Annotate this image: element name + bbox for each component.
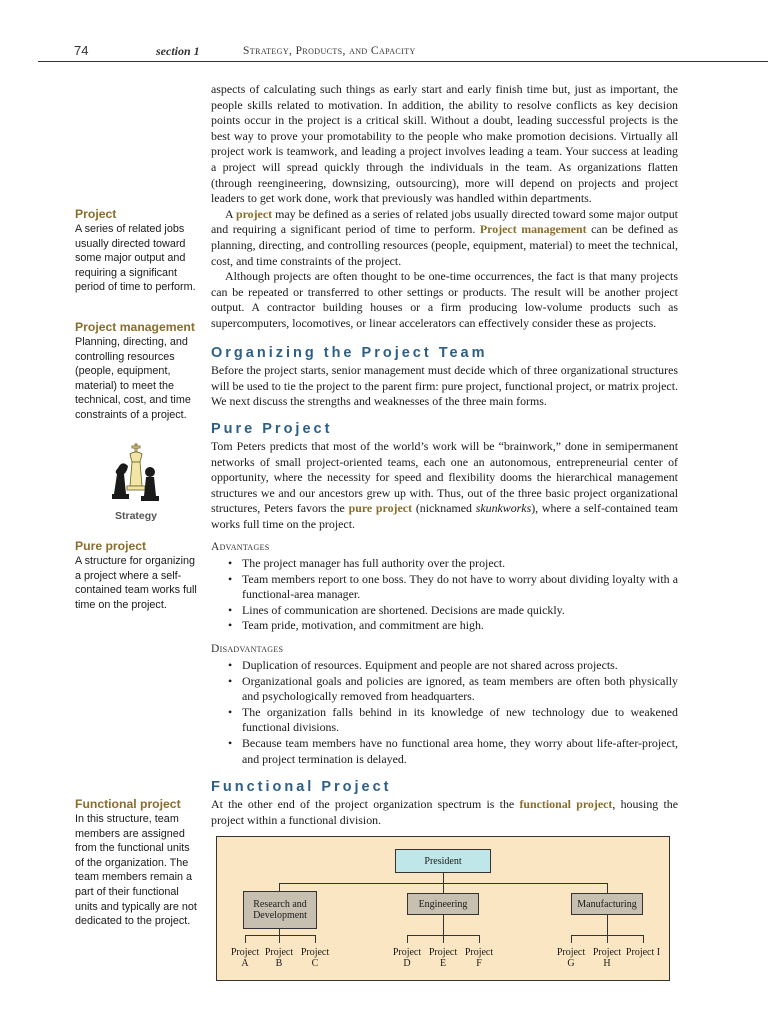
definition-paragraph: A project may be defined as a series of related jobs usually directed toward some major output and requiring a significant period of time to perform. Project management can be defined as planning, directing, and controlling resources (people, equipment, material) to meet the technical, cost, and time constraints of the project.	[211, 206, 678, 268]
margin-definition: In this structure, team members are assigned from the functional units of the organization. The team members remain a part of their functional units and typically are not dedicated to the project.	[75, 813, 197, 928]
heading-pure-project: Pure Project	[211, 421, 333, 437]
list-item: • Lines of communication are shortened. Decisions are made quickly.	[228, 603, 678, 619]
connector	[571, 935, 572, 943]
project-label: Project H	[592, 947, 622, 969]
body-text-block	[211, 82, 678, 332]
although-paragraph: Although projects are often thought to be one-time occurrences, the fact is that many projects can be repeated or transferred to other settings or products. The result will be another project output. A contractor building houses or a firm producing low-volume products such as supercomputers, locomotives, or linear accelerators can effectively consider these as projects.	[211, 269, 678, 330]
dept-box-engineering: Engineering	[407, 893, 479, 915]
chess-pieces-icon	[106, 442, 166, 506]
project-label: Project I	[625, 947, 661, 958]
project-label: Project C	[300, 947, 330, 969]
list-item: • Organizational goals and policies are ignored, as team members are often both physically and psychologically removed from headquarters.	[228, 674, 678, 705]
connector	[607, 935, 608, 943]
connector	[443, 883, 444, 893]
project-label: Project D	[392, 947, 422, 969]
connector	[245, 935, 315, 936]
margin-term: Project management	[75, 320, 195, 334]
advantages-list	[228, 556, 678, 634]
connector	[279, 935, 280, 943]
term-pure-project: pure project	[348, 501, 413, 516]
list-item: • Duplication of resources. Equipment and people are not shared across projects.	[228, 658, 678, 674]
list-item: • The organization falls behind in its knowledge of new technology due to weakened functional divisions.	[228, 705, 678, 736]
advantages-label: Advantages	[211, 541, 270, 553]
intro-paragraph: aspects of calculating such things as early start and early finish time but, just as important, the people skills related to motivation. In addition, the ability to resolve conflicts as key decision points occur in the project is a critical skill. Without a doubt, leading successful projects is the best way to prove your promotability to the people who make promotion decisions. Virtually all project work is teamwork, and leading a project involves leading a team. Your success at leading a project will spread quickly through the individuals in the team. As organizations flatten (through reengineering, downsizing, outsourcing), more will depend on projects and project leaders to get work done, work that previously was handled within departments.	[211, 82, 678, 206]
list-item: • Because team members have no functional area home, they worry about life-after-project, and project termination is delayed.	[228, 736, 678, 767]
functional-paragraph: At the other end of the project organization spectrum is the functional project, housing the project within a functional division.	[211, 797, 678, 827]
disadvantages-list	[228, 658, 678, 767]
list-item: • Team members report to one boss. They do not have to worry about dividing loyalty with a functional-area manager.	[228, 572, 678, 603]
connector	[279, 883, 280, 891]
term-project-management: Project management	[479, 222, 587, 237]
connector	[407, 935, 408, 943]
project-label: Project B	[264, 947, 294, 969]
margin-def-project-management	[75, 320, 197, 423]
page-number: 74	[74, 43, 89, 58]
organizing-paragraph: Before the project starts, senior management must decide which of three organizational structures will be used to tie the project to the parent firm: pure project, functional project, or matrix project. We next discuss the strengths and weaknesses of the three main forms.	[211, 363, 678, 409]
section-label: section 1	[156, 44, 200, 58]
pure-project-paragraph: Tom Peters predicts that most of the world’s work will be “brainwork,” done in semipermanent networks of small project-oriented teams, each one an autonomous, entrepreneurial center of opportunity, where the necessity for speed and flexibility dooms the hierarchical management structures we and our ancestors grew up with. Thus, out of the three basic project organizational structures, Peters favors the pure project (nicknamed skunkworks), where a self-contained team works full time on the project.	[211, 439, 679, 531]
heading-organizing: Organizing the Project Team	[211, 345, 488, 361]
term-project: project	[235, 206, 273, 221]
functional-org-diagram	[216, 836, 670, 981]
running-title: Strategy, Products, and Capacity	[243, 45, 416, 57]
connector	[315, 935, 316, 943]
margin-def-functional-project	[75, 797, 197, 929]
connector	[443, 935, 444, 943]
margin-definition: A series of related jobs usually directed toward some major output and requiring a significant period of time to perform.	[75, 223, 196, 294]
header-rule	[38, 61, 768, 62]
margin-term: Project	[75, 207, 117, 221]
margin-term: Pure project	[75, 539, 147, 553]
strategy-icon-block	[75, 442, 197, 522]
dept-box-manufacturing: Manufacturing	[571, 893, 643, 915]
heading-functional-project: Functional Project	[211, 779, 392, 795]
dept-box-rd: Research and Development	[243, 891, 317, 929]
project-label: Project A	[230, 947, 260, 969]
strategy-label: Strategy	[114, 510, 157, 522]
margin-definition: Planning, directing, and controlling resources (people, equipment, material) to meet the technical, cost, and time constraints of a project.	[75, 336, 191, 421]
project-label: Project E	[428, 947, 458, 969]
list-item: • Team pride, motivation, and commitment are high.	[228, 618, 678, 634]
term-functional-project: functional project	[519, 797, 613, 811]
project-label: Project F	[464, 947, 494, 969]
project-label: Project G	[556, 947, 586, 969]
margin-definition: A structure for organizing a project where a self-contained team works full time on the project.	[75, 555, 197, 611]
margin-def-project	[75, 207, 197, 295]
connector	[443, 915, 444, 935]
margin-def-pure-project	[75, 539, 197, 612]
connector	[443, 873, 444, 883]
connector	[607, 915, 608, 935]
connector	[607, 883, 608, 893]
connector	[643, 935, 644, 943]
page-header	[0, 0, 768, 62]
list-item: • The project manager has full authority over the project.	[228, 556, 678, 572]
connector	[479, 935, 480, 943]
disadvantages-label: Disadvantages	[211, 643, 284, 655]
president-box: President	[395, 849, 491, 873]
connector	[245, 935, 246, 943]
margin-term: Functional project	[75, 797, 181, 811]
